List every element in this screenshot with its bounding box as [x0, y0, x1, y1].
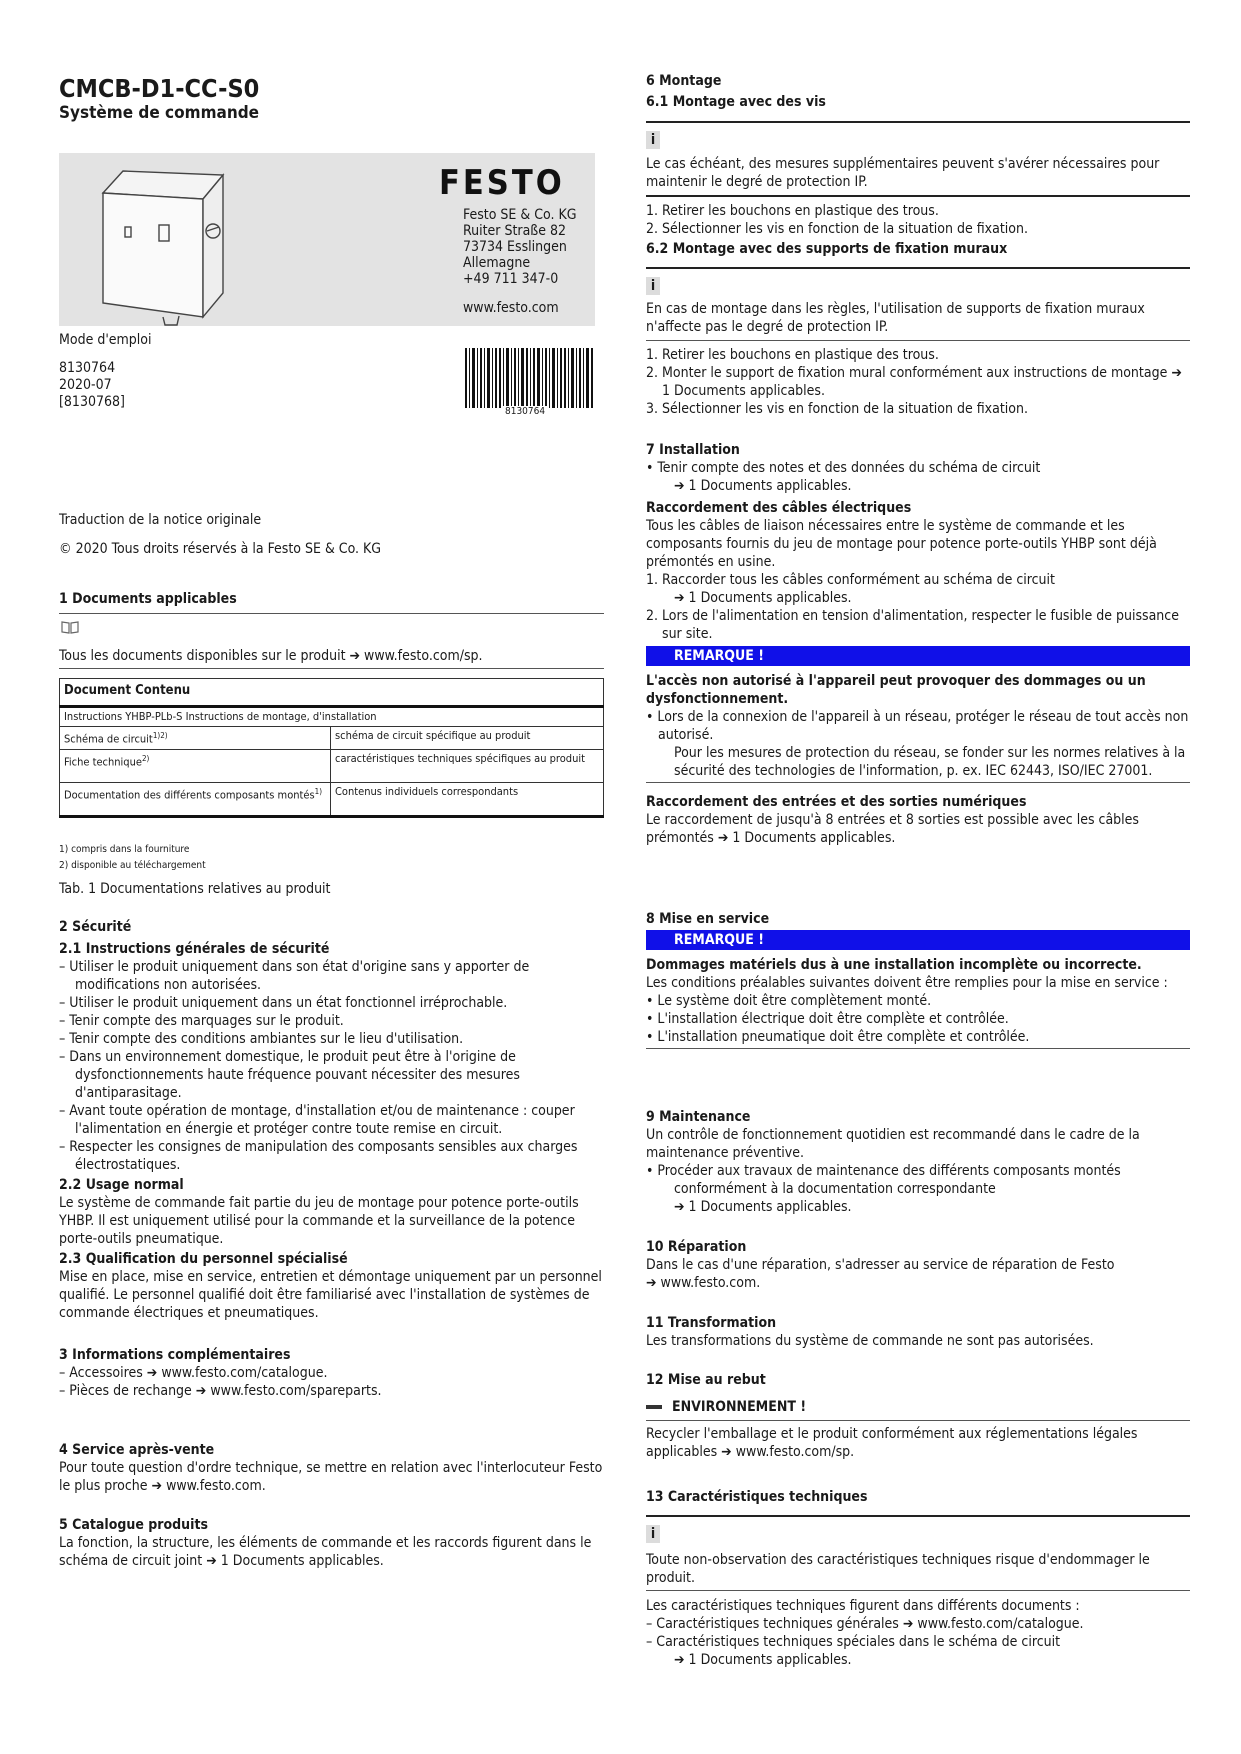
section-4-title: 4 Service après-vente [59, 1442, 215, 1458]
qualification-text: Mise en place, mise en service, entretien et démontage uniquement par un personnel qualifié. Le personnel qualifié doit être familiarisé avec l'installation de systèmes de commande électriques et pneumatiques. [59, 1269, 602, 1321]
remarque-banner: REMARQUE ! [646, 930, 1190, 950]
cover-box [59, 153, 595, 326]
info-text: Le cas échéant, des mesures supplémentaires peuvent s'avérer nécessaires pour maintenir le degré de protection IP. [646, 156, 1160, 190]
list-item: – Caractéristiques techniques spéciales dans le schéma de circuit [646, 1634, 1061, 1650]
list-item: • Le système doit être complètement monté. [646, 993, 932, 1009]
book-icon [61, 619, 79, 638]
table-header: Document Contenu [60, 679, 604, 707]
table-caption: Tab. 1 Documentations relatives au produit [59, 881, 331, 897]
environment-icon [646, 1405, 662, 1409]
divider [646, 1420, 1190, 1421]
list-item: 2. Lors de l'alimentation en tension d'alimentation, respecter le fusible de puissance sur site. [646, 608, 1179, 642]
doc-title: CMCB-D1-CC-S0 [59, 74, 260, 103]
section-2-2-title: 2.2 Usage normal [59, 1177, 184, 1193]
list-item: • Lors de la connexion de l'appareil à un réseau, protéger le réseau de tout accès non autorisé. [646, 709, 1189, 743]
divider [646, 195, 1190, 197]
disposal-text: Recycler l'emballage et le produit conformément aux réglementations légales applicables ➔ www.festo.com/sp. [646, 1426, 1138, 1460]
list-item: – Utiliser le produit uniquement dans un état fonctionnel irréprochable. [59, 995, 508, 1011]
section-11-title: 11 Transformation [646, 1315, 777, 1331]
reference-link[interactable]: ➔ 1 Documents applicables. [674, 590, 852, 606]
section-8-title: 8 Mise en service [646, 911, 770, 927]
environment-label: ENVIRONNEMENT ! [646, 1398, 1190, 1416]
divider [646, 1048, 1190, 1049]
barcode-number: 8130764 [505, 406, 546, 417]
section-12-title: 12 Mise au rebut [646, 1372, 766, 1388]
list-item: 2. Sélectionner les vis en fonction de la situation de fixation. [646, 221, 1028, 237]
commissioning-text: Les conditions préalables suivantes doivent être remplies pour la mise en service : [646, 975, 1168, 991]
list-item: – Utiliser le produit uniquement dans son état d'origine sans y apporter de modifications non autorisées. [59, 959, 530, 993]
list-item: • L'installation électrique doit être complète et contrôlée. [646, 1011, 1009, 1027]
list-item: – Respecter les consignes de manipulation des composants sensibles aux charges électrostatiques. [59, 1139, 578, 1173]
divider [646, 1590, 1190, 1591]
table-row: Fiche technique$^{2)}$ caractéristiques techniques spécifiques au produit [60, 749, 604, 782]
info-icon: i [646, 1523, 1190, 1543]
info-icon: i [646, 275, 1190, 295]
documents-table [59, 678, 604, 818]
repair-link[interactable]: ➔ www.festo.com. [646, 1275, 761, 1291]
section-4 [59, 1441, 604, 1495]
transformation-text: Les transformations du système de commande ne sont pas autorisées. [646, 1333, 1094, 1349]
section-7 [646, 441, 1190, 847]
io-text: Le raccordement de jusqu'à 8 entrées et 8 sorties est possible avec les câbles prémontés ➔ 1 Documents applicables. [646, 812, 1139, 846]
list-item: – Tenir compte des conditions ambiantes sur le lieu d'utilisation. [59, 1031, 464, 1047]
catalogue-text: La fonction, la structure, les éléments de commande et les raccords figurent dans le schéma de circuit joint ➔ 1 Documents applicables. [59, 1535, 592, 1569]
section-1-intro: Tous les documents disponibles sur le produit ➔ www.festo.com/sp. [59, 648, 483, 664]
io-subtitle: Raccordement des entrées et des sorties numériques [646, 794, 1027, 810]
divider [59, 668, 604, 669]
repair-text: Dans le cas d'une réparation, s'adresser au service de réparation de Festo [646, 1257, 1115, 1273]
copyright: © 2020 Tous droits réservés à la Festo SE & Co. KG [59, 541, 382, 557]
table-row: Schéma de circuit$^{1)2)}$ schéma de circuit spécifique au produit [60, 727, 604, 750]
section-2-1-title: 2.1 Instructions générales de sécurité [59, 941, 330, 957]
usage-text: Le système de commande fait partie du jeu de montage pour potence porte-outils YHBP. Il est uniquement utilisé pour la commande et la surveillance de la potence porte-outils pneumatique. [59, 1195, 579, 1247]
section-6-1-title: 6.1 Montage avec des vis [646, 94, 826, 110]
list-item: • Tenir compte des notes et des données du schéma de circuit [646, 460, 1041, 476]
warning-title: L'accès non autorisé à l'appareil peut provoquer des dommages ou un dysfonctionnement. [646, 673, 1146, 707]
section-10-title: 10 Réparation [646, 1239, 747, 1255]
divider [646, 340, 1190, 341]
cables-subtitle: Raccordement des câbles électriques [646, 500, 912, 516]
info-icon: i [646, 129, 1190, 149]
section-2 [59, 918, 604, 1322]
table-footnotes: 1) compris dans la fourniture 2) disponible au téléchargement [59, 844, 206, 871]
remarque-banner: REMARQUE ! [646, 646, 1190, 666]
divider [646, 267, 1190, 269]
table-row: Documentation des différents composants montés$^{1)}$ Contenus individuels correspondants [60, 782, 604, 816]
warning-text: Pour les mesures de protection du réseau, se fonder sur les normes relatives à la sécurité des technologies de l'information, p. ex. IEC 62443, ISO/IEC 27001. [674, 745, 1186, 779]
doc-type: Mode d'emploi [59, 332, 152, 348]
list-item[interactable]: – Pièces de rechange ➔ www.festo.com/spareparts. [59, 1383, 382, 1399]
section-2-3-title: 2.3 Qualification du personnel spécialisé [59, 1251, 348, 1267]
festo-logo: FESTO [439, 163, 565, 203]
section-7-title: 7 Installation [646, 442, 740, 458]
control-cabinet-illustration [73, 157, 273, 329]
list-item: 1. Raccorder tous les câbles conformément au schéma de circuit [646, 572, 1055, 588]
reference-link[interactable]: ➔ 1 Documents applicables. [674, 1652, 852, 1668]
list-item[interactable]: – Accessoires ➔ www.festo.com/catalogue. [59, 1365, 328, 1381]
section-3-title: 3 Informations complémentaires [59, 1347, 291, 1363]
info-text: En cas de montage dans les règles, l'utilisation de supports de fixation muraux n'affecte pas le degré de protection IP. [646, 301, 1145, 335]
section-10 [646, 1238, 1190, 1292]
service-text: Pour toute question d'ordre technique, se mettre en relation avec l'interlocuteur Festo le plus proche ➔ www.festo.com. [59, 1460, 603, 1494]
list-item: • Procéder aux travaux de maintenance des différents composants montés [646, 1163, 1121, 1179]
barcode [465, 348, 593, 418]
section-2-title: 2 Sécurité [59, 919, 132, 935]
list-item: 3. Sélectionner les vis en fonction de la situation de fixation. [646, 401, 1028, 417]
section-6-2-title: 6.2 Montage avec des supports de fixation muraux [646, 241, 1008, 257]
festo-address: Festo SE & Co. KG Ruiter Straße 82 73734 Esslingen Allemagne +49 711 347-0 [463, 207, 577, 287]
list-item: – Tenir compte des marquages sur le produit. [59, 1013, 344, 1029]
section-9-title: 9 Maintenance [646, 1109, 751, 1125]
list-item: – Dans un environnement domestique, le produit peut être à l'origine de dysfonctionnements haute fréquence pouvant nécessiter des mesures d'antiparasitage. [59, 1049, 520, 1101]
section-8 [646, 910, 1190, 1049]
list-item: 1. Retirer les bouchons en plastique des trous. [646, 347, 939, 363]
translation-note: Traduction de la notice originale [59, 512, 262, 528]
section-6 [646, 72, 1190, 418]
list-item-cont: conformément à la documentation correspondante [674, 1181, 996, 1197]
section-5 [59, 1516, 604, 1570]
warning-title: Dommages matériels dus à une installation incomplète ou incorrecte. [646, 957, 1142, 973]
section-3 [59, 1346, 604, 1400]
section-13-title: 13 Caractéristiques techniques [646, 1489, 868, 1505]
section-5-title: 5 Catalogue produits [59, 1517, 208, 1533]
reference-link[interactable]: ➔ 1 Documents applicables. [674, 478, 852, 494]
list-item: – Avant toute opération de montage, d'installation et/ou de maintenance : couper l'alimentation en énergie et protéger contre toute remise en circuit. [59, 1103, 575, 1137]
festo-website[interactable]: www.festo.com [463, 300, 559, 316]
specs-text: Les caractéristiques techniques figurent dans différents documents : [646, 1598, 1080, 1614]
list-item: • L'installation pneumatique doit être complète et contrôlée. [646, 1029, 1030, 1045]
table-row: Instructions YHBP-PLb-S Instructions de montage, d'installation [60, 707, 604, 727]
cables-text: Tous les câbles de liaison nécessaires entre le système de commande et les composants fournis du jeu de montage pour potence porte-outils YHBP sont déjà prémontés en usine. [646, 518, 1157, 570]
list-item: 2. Monter le support de fixation mural conformément aux instructions de montage ➔ 1 Documents applicables. [646, 365, 1182, 399]
divider [646, 121, 1190, 123]
list-item[interactable]: – Caractéristiques techniques générales ➔ www.festo.com/catalogue. [646, 1616, 1084, 1632]
section-12 [646, 1371, 1190, 1461]
section-1-title: 1 Documents applicables [59, 591, 237, 607]
doc-ids: 8130764 2020-07 [8130768] [59, 360, 125, 410]
list-item: 1. Retirer les bouchons en plastique des trous. [646, 203, 939, 219]
divider [646, 782, 1190, 783]
divider [59, 613, 604, 614]
info-text: Toute non-observation des caractéristiques techniques risque d'endommager le produit. [646, 1552, 1150, 1586]
section-13 [646, 1488, 1190, 1669]
divider [646, 1515, 1190, 1517]
section-6-title: 6 Montage [646, 73, 722, 89]
reference-link[interactable]: ➔ 1 Documents applicables. [674, 1199, 852, 1215]
doc-subtitle: Système de commande [59, 103, 260, 123]
maintenance-text: Un contrôle de fonctionnement quotidien est recommandé dans le cadre de la maintenance préventive. [646, 1127, 1140, 1161]
section-11 [646, 1314, 1190, 1350]
section-9 [646, 1108, 1190, 1216]
